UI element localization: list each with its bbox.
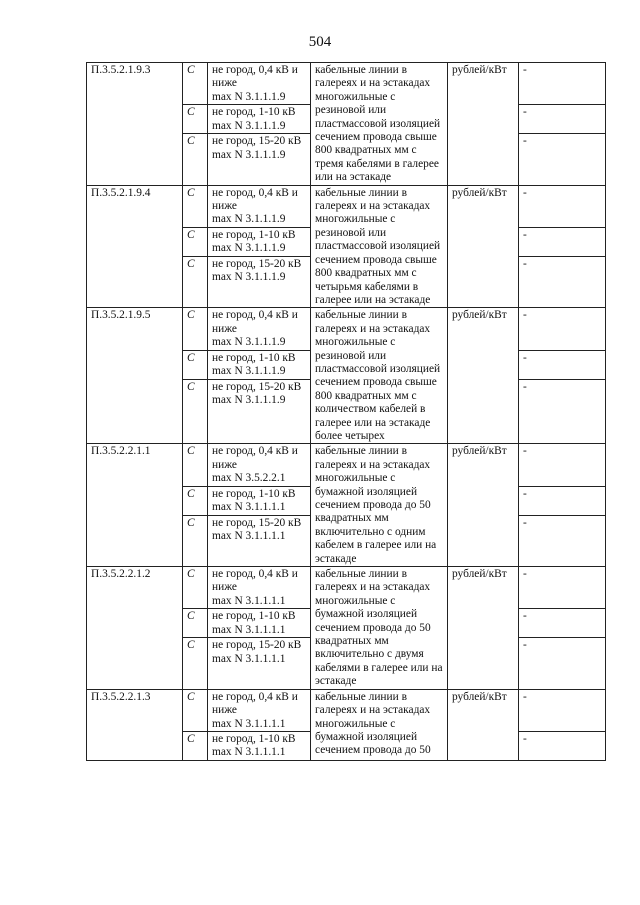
- condition-cell: не город, 0,4 кВ и ниже max N 3.1.1.1.1: [208, 689, 311, 731]
- unit-cell: рублей/кВт: [448, 444, 519, 567]
- category-cell: С: [183, 444, 208, 486]
- table-row: [87, 308, 606, 350]
- category-cell: С: [183, 731, 208, 760]
- condition-cell: не город, 1-10 кВ max N 3.1.1.1.1: [208, 486, 311, 515]
- category-cell: С: [183, 134, 208, 185]
- condition-cell: не город, 15-20 кВ max N 3.1.1.1.9: [208, 379, 311, 444]
- condition-cell: не город, 1-10 кВ max N 3.1.1.1.9: [208, 350, 311, 379]
- description-cell: кабельные линии в галереях и на эстакадах многожильные с резиновой или пластмассовой изоляцией сечением провода свыше 800 квадратных мм с четырьмя кабелями в галерее или на эстакаде: [311, 185, 448, 308]
- item-code: П.3.5.2.2.1.3: [87, 689, 183, 760]
- item-code: П.3.5.2.2.1.1: [87, 444, 183, 567]
- tariff-table: [86, 62, 606, 761]
- value-cell: -: [519, 350, 606, 379]
- value-cell: -: [519, 609, 606, 638]
- description-cell: кабельные линии в галереях и на эстакадах многожильные с резиновой или пластмассовой изоляцией сечением провода свыше 800 квадратных мм с количеством кабелей в галерее или на эстакаде более четырех: [311, 308, 448, 444]
- value-cell: -: [519, 308, 606, 350]
- item-code: П.3.5.2.2.1.2: [87, 567, 183, 690]
- unit-cell: рублей/кВт: [448, 689, 519, 760]
- category-cell: С: [183, 350, 208, 379]
- category-cell: С: [183, 638, 208, 689]
- value-cell: -: [519, 256, 606, 307]
- description-cell: кабельные линии в галереях и на эстакадах многожильные с бумажной изоляцией сечением провода до 50 квадратных мм включительно с одним кабелем в галерее или на эстакаде: [311, 444, 448, 567]
- item-code: П.3.5.2.1.9.5: [87, 308, 183, 444]
- value-cell: -: [519, 638, 606, 689]
- item-code: П.3.5.2.1.9.4: [87, 185, 183, 308]
- table-row: [87, 63, 606, 105]
- description-cell: кабельные линии в галереях и на эстакадах многожильные с резиновой или пластмассовой изоляцией сечением провода свыше 800 квадратных мм с тремя кабелями в галерее или на эстакаде: [311, 63, 448, 186]
- condition-cell: не город, 0,4 кВ и ниже max N 3.5.2.2.1: [208, 444, 311, 486]
- value-cell: -: [519, 134, 606, 185]
- category-cell: С: [183, 227, 208, 256]
- category-cell: С: [183, 689, 208, 731]
- value-cell: -: [519, 689, 606, 731]
- category-cell: С: [183, 609, 208, 638]
- value-cell: -: [519, 63, 606, 105]
- category-cell: С: [183, 567, 208, 609]
- value-cell: -: [519, 515, 606, 566]
- condition-cell: не город, 15-20 кВ max N 3.1.1.1.9: [208, 134, 311, 185]
- condition-cell: не город, 0,4 кВ и ниже max N 3.1.1.1.9: [208, 308, 311, 350]
- category-cell: С: [183, 308, 208, 350]
- condition-cell: не город, 1-10 кВ max N 3.1.1.1.1: [208, 609, 311, 638]
- table-row: [87, 444, 606, 486]
- condition-cell: не город, 1-10 кВ max N 3.1.1.1.9: [208, 227, 311, 256]
- condition-cell: не город, 0,4 кВ и ниже max N 3.1.1.1.9: [208, 185, 311, 227]
- unit-cell: рублей/кВт: [448, 308, 519, 444]
- condition-cell: не город, 15-20 кВ max N 3.1.1.1.1: [208, 515, 311, 566]
- item-code: П.3.5.2.1.9.3: [87, 63, 183, 186]
- category-cell: С: [183, 486, 208, 515]
- table-row: [87, 185, 606, 227]
- table-row: [87, 567, 606, 609]
- category-cell: С: [183, 63, 208, 105]
- condition-cell: не город, 1-10 кВ max N 3.1.1.1.1: [208, 731, 311, 760]
- page-number: 504: [308, 34, 332, 50]
- unit-cell: рублей/кВт: [448, 63, 519, 186]
- value-cell: -: [519, 185, 606, 227]
- condition-cell: не город, 15-20 кВ max N 3.1.1.1.1: [208, 638, 311, 689]
- condition-cell: не город, 15-20 кВ max N 3.1.1.1.9: [208, 256, 311, 307]
- description-cell: кабельные линии в галереях и на эстакадах многожильные с бумажной изоляцией сечением провода до 50 квадратных мм включительно с двумя кабелями в галерее или на эстакаде: [311, 567, 448, 690]
- category-cell: С: [183, 379, 208, 444]
- value-cell: -: [519, 444, 606, 486]
- table-row: [87, 689, 606, 731]
- category-cell: С: [183, 515, 208, 566]
- category-cell: С: [183, 256, 208, 307]
- condition-cell: не город, 1-10 кВ max N 3.1.1.1.9: [208, 105, 311, 134]
- category-cell: С: [183, 105, 208, 134]
- condition-cell: не город, 0,4 кВ и ниже max N 3.1.1.1.9: [208, 63, 311, 105]
- unit-cell: рублей/кВт: [448, 567, 519, 690]
- unit-cell: рублей/кВт: [448, 185, 519, 308]
- value-cell: -: [519, 105, 606, 134]
- value-cell: -: [519, 731, 606, 760]
- value-cell: -: [519, 486, 606, 515]
- value-cell: -: [519, 567, 606, 609]
- description-cell: кабельные линии в галереях и на эстакадах многожильные с бумажной изоляцией сечением провода до 50: [311, 689, 448, 760]
- value-cell: -: [519, 379, 606, 444]
- category-cell: С: [183, 185, 208, 227]
- condition-cell: не город, 0,4 кВ и ниже max N 3.1.1.1.1: [208, 567, 311, 609]
- value-cell: -: [519, 227, 606, 256]
